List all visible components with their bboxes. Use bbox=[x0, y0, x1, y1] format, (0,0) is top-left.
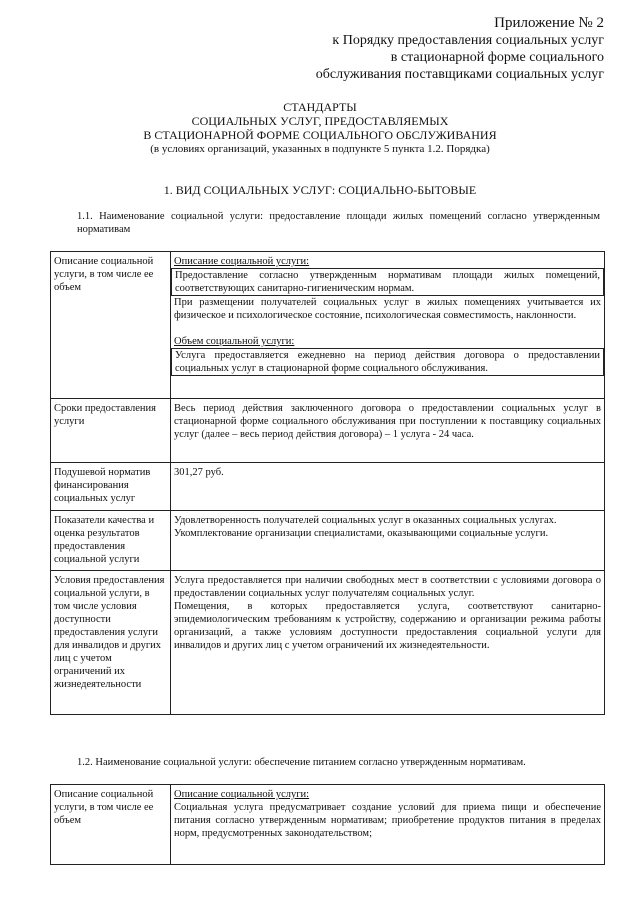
appendix-title: Приложение № 2 bbox=[494, 15, 604, 31]
standards-line: В СТАЦИОНАРНОЙ ФОРМЕ СОЦИАЛЬНОГО ОБСЛУЖИВАНИЯ bbox=[143, 128, 497, 142]
volume-title: Объем социальной услуги: bbox=[174, 336, 295, 347]
standards-heading bbox=[0, 100, 640, 156]
row-content bbox=[171, 252, 605, 399]
row-label: Показатели качества и оценка результатов предоставления социальной услуги bbox=[51, 511, 171, 571]
row-content: 301,27 руб. bbox=[171, 463, 605, 511]
desc-title: Описание социальной услуги: bbox=[174, 256, 310, 267]
desc-text: При размещении получателей социальных услуг в жилых помещениях учитывается их физическое и психологическое состояние, психологическая совместимость, наклонности. bbox=[174, 297, 601, 321]
desc-title: Описание социальной услуги: bbox=[174, 789, 310, 800]
table-row bbox=[51, 463, 605, 511]
item2-heading bbox=[50, 756, 600, 769]
cond-text: Помещения, в которых предоставляется услуга, соответствуют санитарно-эпидемиологическим требованиям к устройству, содержанию и организации режима работы организаций, а также условиям доступности предоставления социальной услуги для инвалидов и других лиц с учетом ограничений их жизнедеятельности. bbox=[174, 601, 601, 651]
cond-text: Услуга предоставляется при наличии свободных мест в соответствии с условиями договора о предоставлении социальных услуг получателям социальных услуг. bbox=[174, 575, 601, 599]
desc-text: Социальная услуга предусматривает создание условий для приема пищи и обеспечение питания согласно утвержденным нормативам; приобретение продуктов питания в пределах норм, предусмотренных законодательством; bbox=[174, 802, 601, 839]
appendix-line: в стационарной форме социального bbox=[390, 50, 604, 65]
table-row bbox=[51, 571, 605, 715]
appendix-line: к Порядку предоставления социальных услуг bbox=[332, 33, 604, 48]
table-row bbox=[51, 785, 605, 865]
desc-text: Предоставление согласно утвержденным нормативам площади жилых помещений, соответствующих санитарно-гигиеническим нормам. bbox=[171, 268, 604, 296]
item2-heading-text: 1.2. Наименование социальной услуги: обеспечение питанием согласно утвержденным нормативам. bbox=[77, 757, 526, 768]
standards-title: СТАНДАРТЫ bbox=[283, 100, 357, 114]
row-label: Подушевой норматив финансирования социальных услуг bbox=[51, 463, 171, 511]
table-row bbox=[51, 511, 605, 571]
section-title: 1. ВИД СОЦИАЛЬНЫХ УСЛУГ: СОЦИАЛЬНО-БЫТОВЫЕ bbox=[163, 183, 477, 197]
table-row bbox=[51, 252, 605, 399]
row-content bbox=[171, 785, 605, 865]
row-label: Описание социальной услуги, в том числе ее объем bbox=[51, 785, 171, 865]
row-label: Сроки предоставления услуги bbox=[51, 399, 171, 463]
row-label: Условия предоставления социальной услуги, в том числе условия доступности предоставления услуги для инвалидов и других лиц с учетом ограничений их жизнедеятельности bbox=[51, 571, 171, 715]
standards-note: (в условиях организаций, указанных в подпункте 5 пункта 1.2. Порядка) bbox=[150, 143, 490, 155]
quality-text: Укомплектование организации специалистами, оказывающими социальные услуги. bbox=[174, 528, 549, 539]
item1-heading-text: 1.1. Наименование социальной услуги: предоставление площади жилых помещений согласно утвержденным нормативам bbox=[77, 211, 600, 235]
appendix-line: обслуживания поставщиками социальных услуг bbox=[315, 67, 604, 82]
row-label: Описание социальной услуги, в том числе ее объем bbox=[51, 252, 171, 399]
item1-table bbox=[50, 251, 605, 715]
item2-table bbox=[50, 784, 605, 865]
table-row bbox=[51, 399, 605, 463]
standards-line: СОЦИАЛЬНЫХ УСЛУГ, ПРЕДОСТАВЛЯЕМЫХ bbox=[191, 114, 449, 128]
row-content: Весь период действия заключенного договора о предоставлении социальных услуг в стационарной форме социального обслуживания при поступлении к поставщику социальных услуг (далее – весь период действия договора) – 1 услуга - 24 часа. bbox=[171, 399, 605, 463]
row-content bbox=[171, 571, 605, 715]
row-content bbox=[171, 511, 605, 571]
volume-text: Услуга предоставляется ежедневно на период действия договора о предоставлении социальных услуг в стационарной форме социального обслуживания. bbox=[171, 348, 604, 376]
quality-text: Удовлетворенность получателей социальных услуг в оказанных социальных услугах. bbox=[174, 515, 557, 526]
item1-heading bbox=[50, 210, 600, 236]
appendix-header bbox=[316, 14, 604, 83]
